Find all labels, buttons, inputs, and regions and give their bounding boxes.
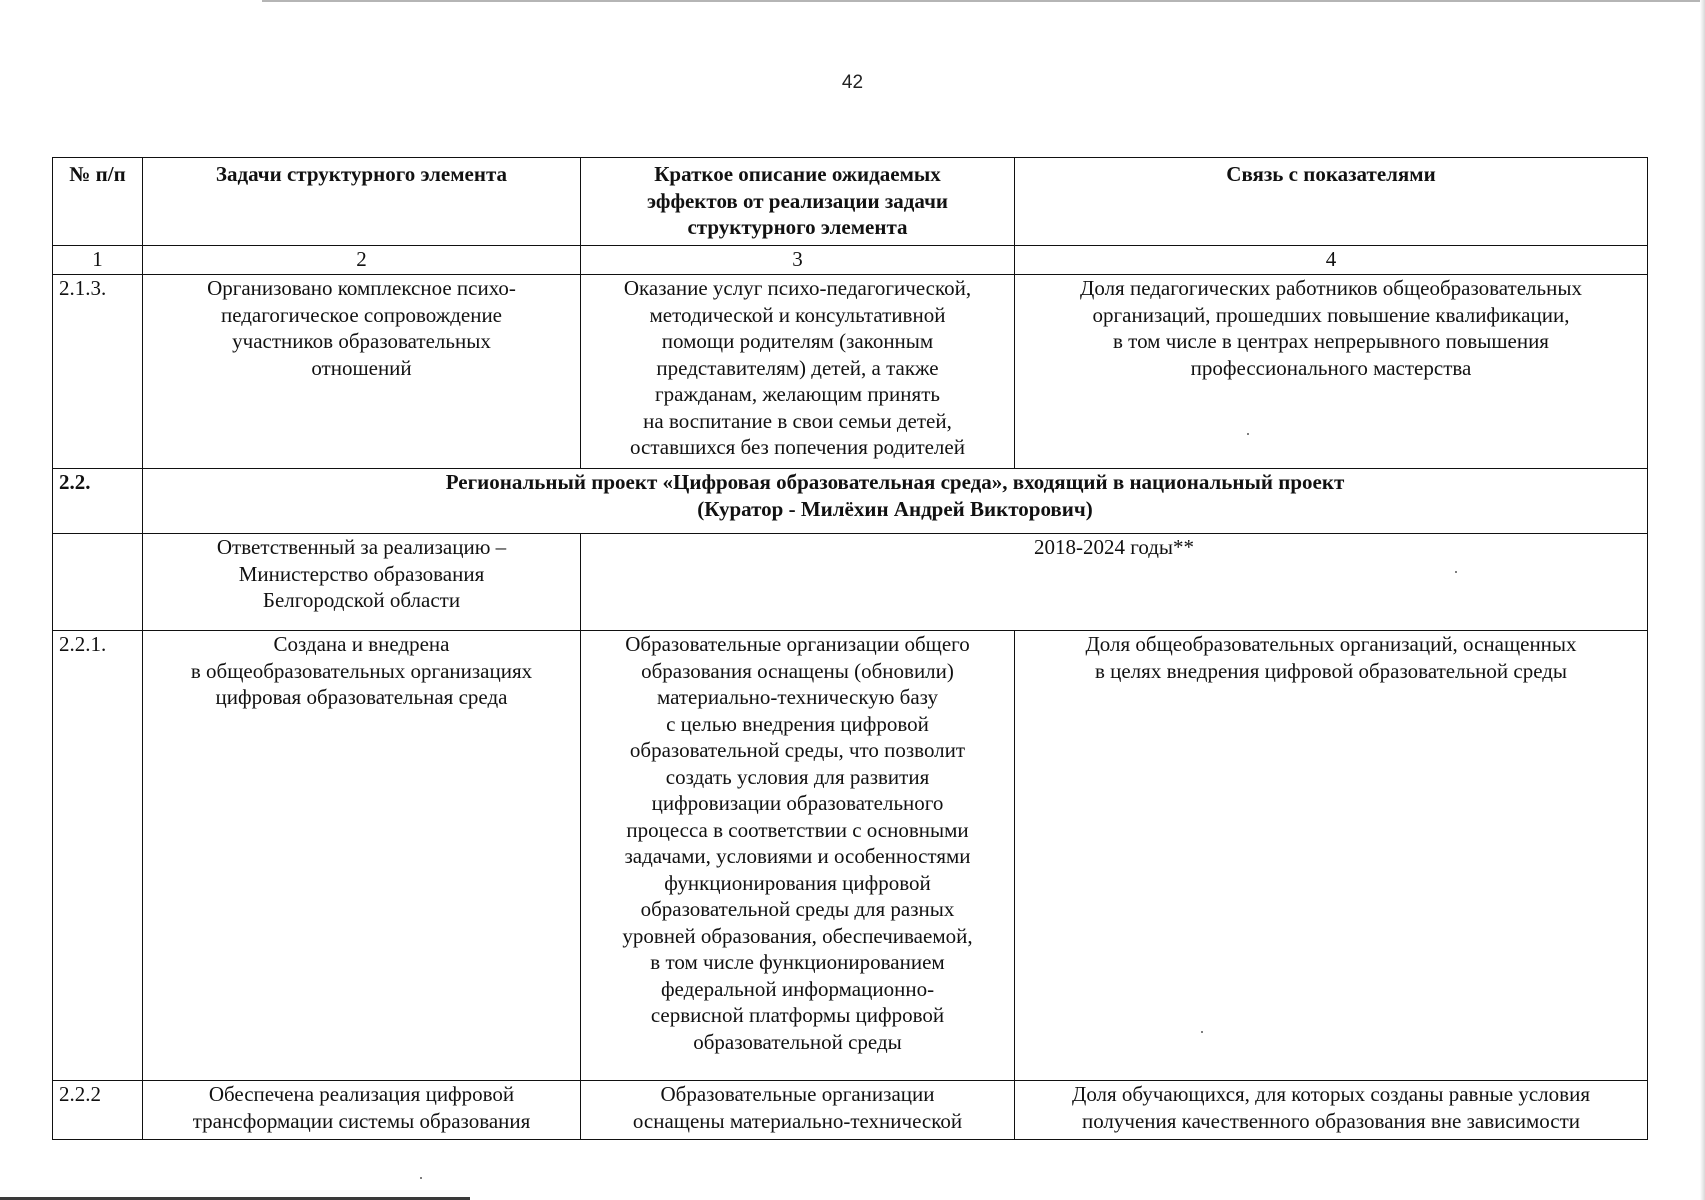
row-number: 2.2.2 xyxy=(53,1081,143,1140)
column-number-4: 4 xyxy=(1015,246,1648,275)
column-number-1: 1 xyxy=(53,246,143,275)
header-effect: Краткое описание ожидаемых эффектов от реализации задачи структурного элемента xyxy=(581,158,1015,246)
row-indicator: Доля педагогических работников общеобразовательных организаций, прошедших повышение квалификации, в том числе в центрах непрерывного повышения профессионального мастерства xyxy=(1015,275,1648,469)
header-task: Задачи структурного элемента xyxy=(143,158,581,246)
row-task: Создана и внедрена в общеобразовательных организациях цифровая образовательная среда xyxy=(143,631,581,1081)
row-task: Обеспечена реализация цифровой трансформации системы образования xyxy=(143,1081,581,1140)
row-task: Организовано комплексное психо- педагогическое сопровождение участников образовательных отношений xyxy=(143,275,581,469)
section-number: 2.2. xyxy=(53,469,143,534)
responsible-label: Ответственный за реализацию – Министерство образования Белгородской области xyxy=(143,534,581,631)
responsible-number-cell xyxy=(53,534,143,631)
section-title: Региональный проект «Цифровая образовательная среда», входящий в национальный проект (Куратор - Милёхин Андрей Викторович) xyxy=(143,469,1648,534)
scan-edge-top xyxy=(262,0,1702,2)
scan-speck xyxy=(420,1177,422,1179)
header-indicator: Связь с показателями xyxy=(1015,158,1648,246)
header-number: № п/п xyxy=(53,158,143,246)
column-number-2: 2 xyxy=(143,246,581,275)
column-number-row xyxy=(53,246,1648,275)
period-label: 2018-2024 годы** xyxy=(581,534,1648,631)
table-row-2-1-3 xyxy=(53,275,1648,469)
section-row-2-2 xyxy=(53,469,1648,534)
row-indicator: Доля обучающихся, для которых созданы равные условия получения качественного образования вне зависимости xyxy=(1015,1081,1648,1140)
table-header-row xyxy=(53,158,1648,246)
column-number-3: 3 xyxy=(581,246,1015,275)
row-effect: Образовательные организации оснащены материально-технической xyxy=(581,1081,1015,1140)
row-indicator: Доля общеобразовательных организаций, оснащенных в целях внедрения цифровой образовательной среды xyxy=(1015,631,1648,1081)
row-number: 2.1.3. xyxy=(53,275,143,469)
row-effect: Оказание услуг психо-педагогической, методической и консультативной помощи родителям (законным представителям) детей, а также гражданам, желающим принять на воспитание в свои семьи детей, оставшихся без попечения родителей xyxy=(581,275,1015,469)
table-row-2-2-2 xyxy=(53,1081,1648,1140)
page-number: 42 xyxy=(841,72,864,93)
table-row-2-2-1 xyxy=(53,631,1648,1081)
row-number: 2.2.1. xyxy=(53,631,143,1081)
scan-edge-right xyxy=(1700,0,1705,1200)
responsible-row xyxy=(53,534,1648,631)
row-effect: Образовательные организации общего образования оснащены (обновили) материально-техническую базу с целью внедрения цифровой образовательной среды, что позволит создать условия для развития цифровизации образовательного процесса в соответствии с основными задачами, условиями и особенностями функционирования цифровой образовательной среды для разных уровней образования, обеспечиваемой, в том числе функционированием федеральной информационно- сервисной платформы цифровой образовательной среды xyxy=(581,631,1015,1081)
program-table xyxy=(52,157,1648,1140)
